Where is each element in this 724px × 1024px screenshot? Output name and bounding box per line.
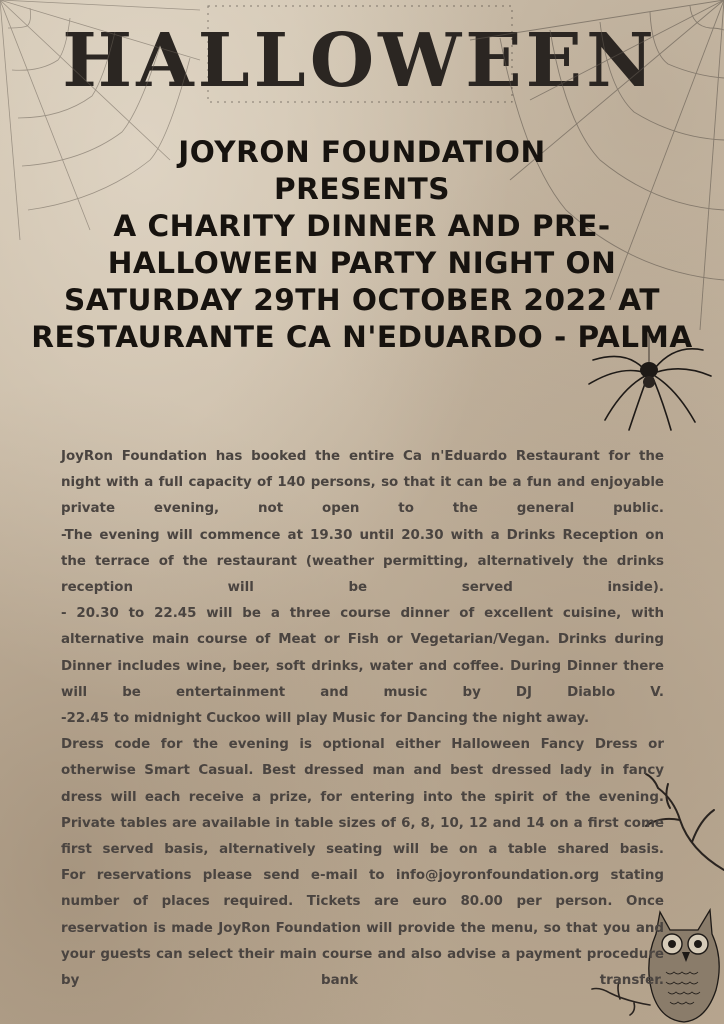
headline-line: RESTAURANTE CA N'EDUARDO - PALMA [31,320,693,354]
headline-line: SATURDAY 29TH OCTOBER 2022 AT [64,283,660,317]
paragraph-intro: JoyRon Foundation has booked the entire Ca n'Eduardo Restaurant for the night with a full capacity of 140 persons, so that it can be a fun and enjoyable private evening, not open to the general public. [61,449,664,517]
headline-line: JOYRON FOUNDATION [178,135,546,169]
headline-line: A CHARITY DINNER AND PRE- [113,209,611,243]
headline-line: HALLOWEEN PARTY NIGHT ON [107,246,617,280]
event-headline [20,134,704,356]
paragraph-reservations: For reservations please send e-mail to info@joyronfoundation.org stating number of places required. Tickets are euro 80.00 per person. Once reservation is made JoyRon Foundation will provide the menu, so that you and your guests can select their main course and also advise a payment procedure by bank transfer. [61,868,664,989]
paragraph-dinner: - 20.30 to 22.45 will be a three course dinner of excellent cuisine, with alternative main course of Meat or Fish or Vegetarian/Vegan. Drinks during Dinner includes wine, beer, soft drinks, water and coffee. During Dinner there will be entertainment and music by DJ Diablo V. [61,606,664,700]
paragraph-drinks-reception: -The evening will commence at 19.30 until 20.30 with a Drinks Reception on the terrace of the restaurant (weather permitting, alternatively the drinks reception will be served inside). [61,527,664,596]
halloween-logo-text: HALLOWEEN [62,18,658,104]
event-description [61,444,664,994]
paragraph-dancing: -22.45 to midnight Cuckoo will play Music for Dancing the night away. [61,711,590,727]
paragraph-private-tables: Private tables are available in table sizes of 6, 8, 10, 12 and 14 on a first come first served basis, alternatively seating will be on a table shared basis. [61,815,664,858]
paragraph-dress-code: Dress code for the evening is optional either Halloween Fancy Dress or otherwise Smart Casual. Best dressed man and best dressed lady in fancy dress will each receive a prize, for entering into the spirit of the evening. [61,737,664,805]
headline-line: PRESENTS [274,172,450,206]
